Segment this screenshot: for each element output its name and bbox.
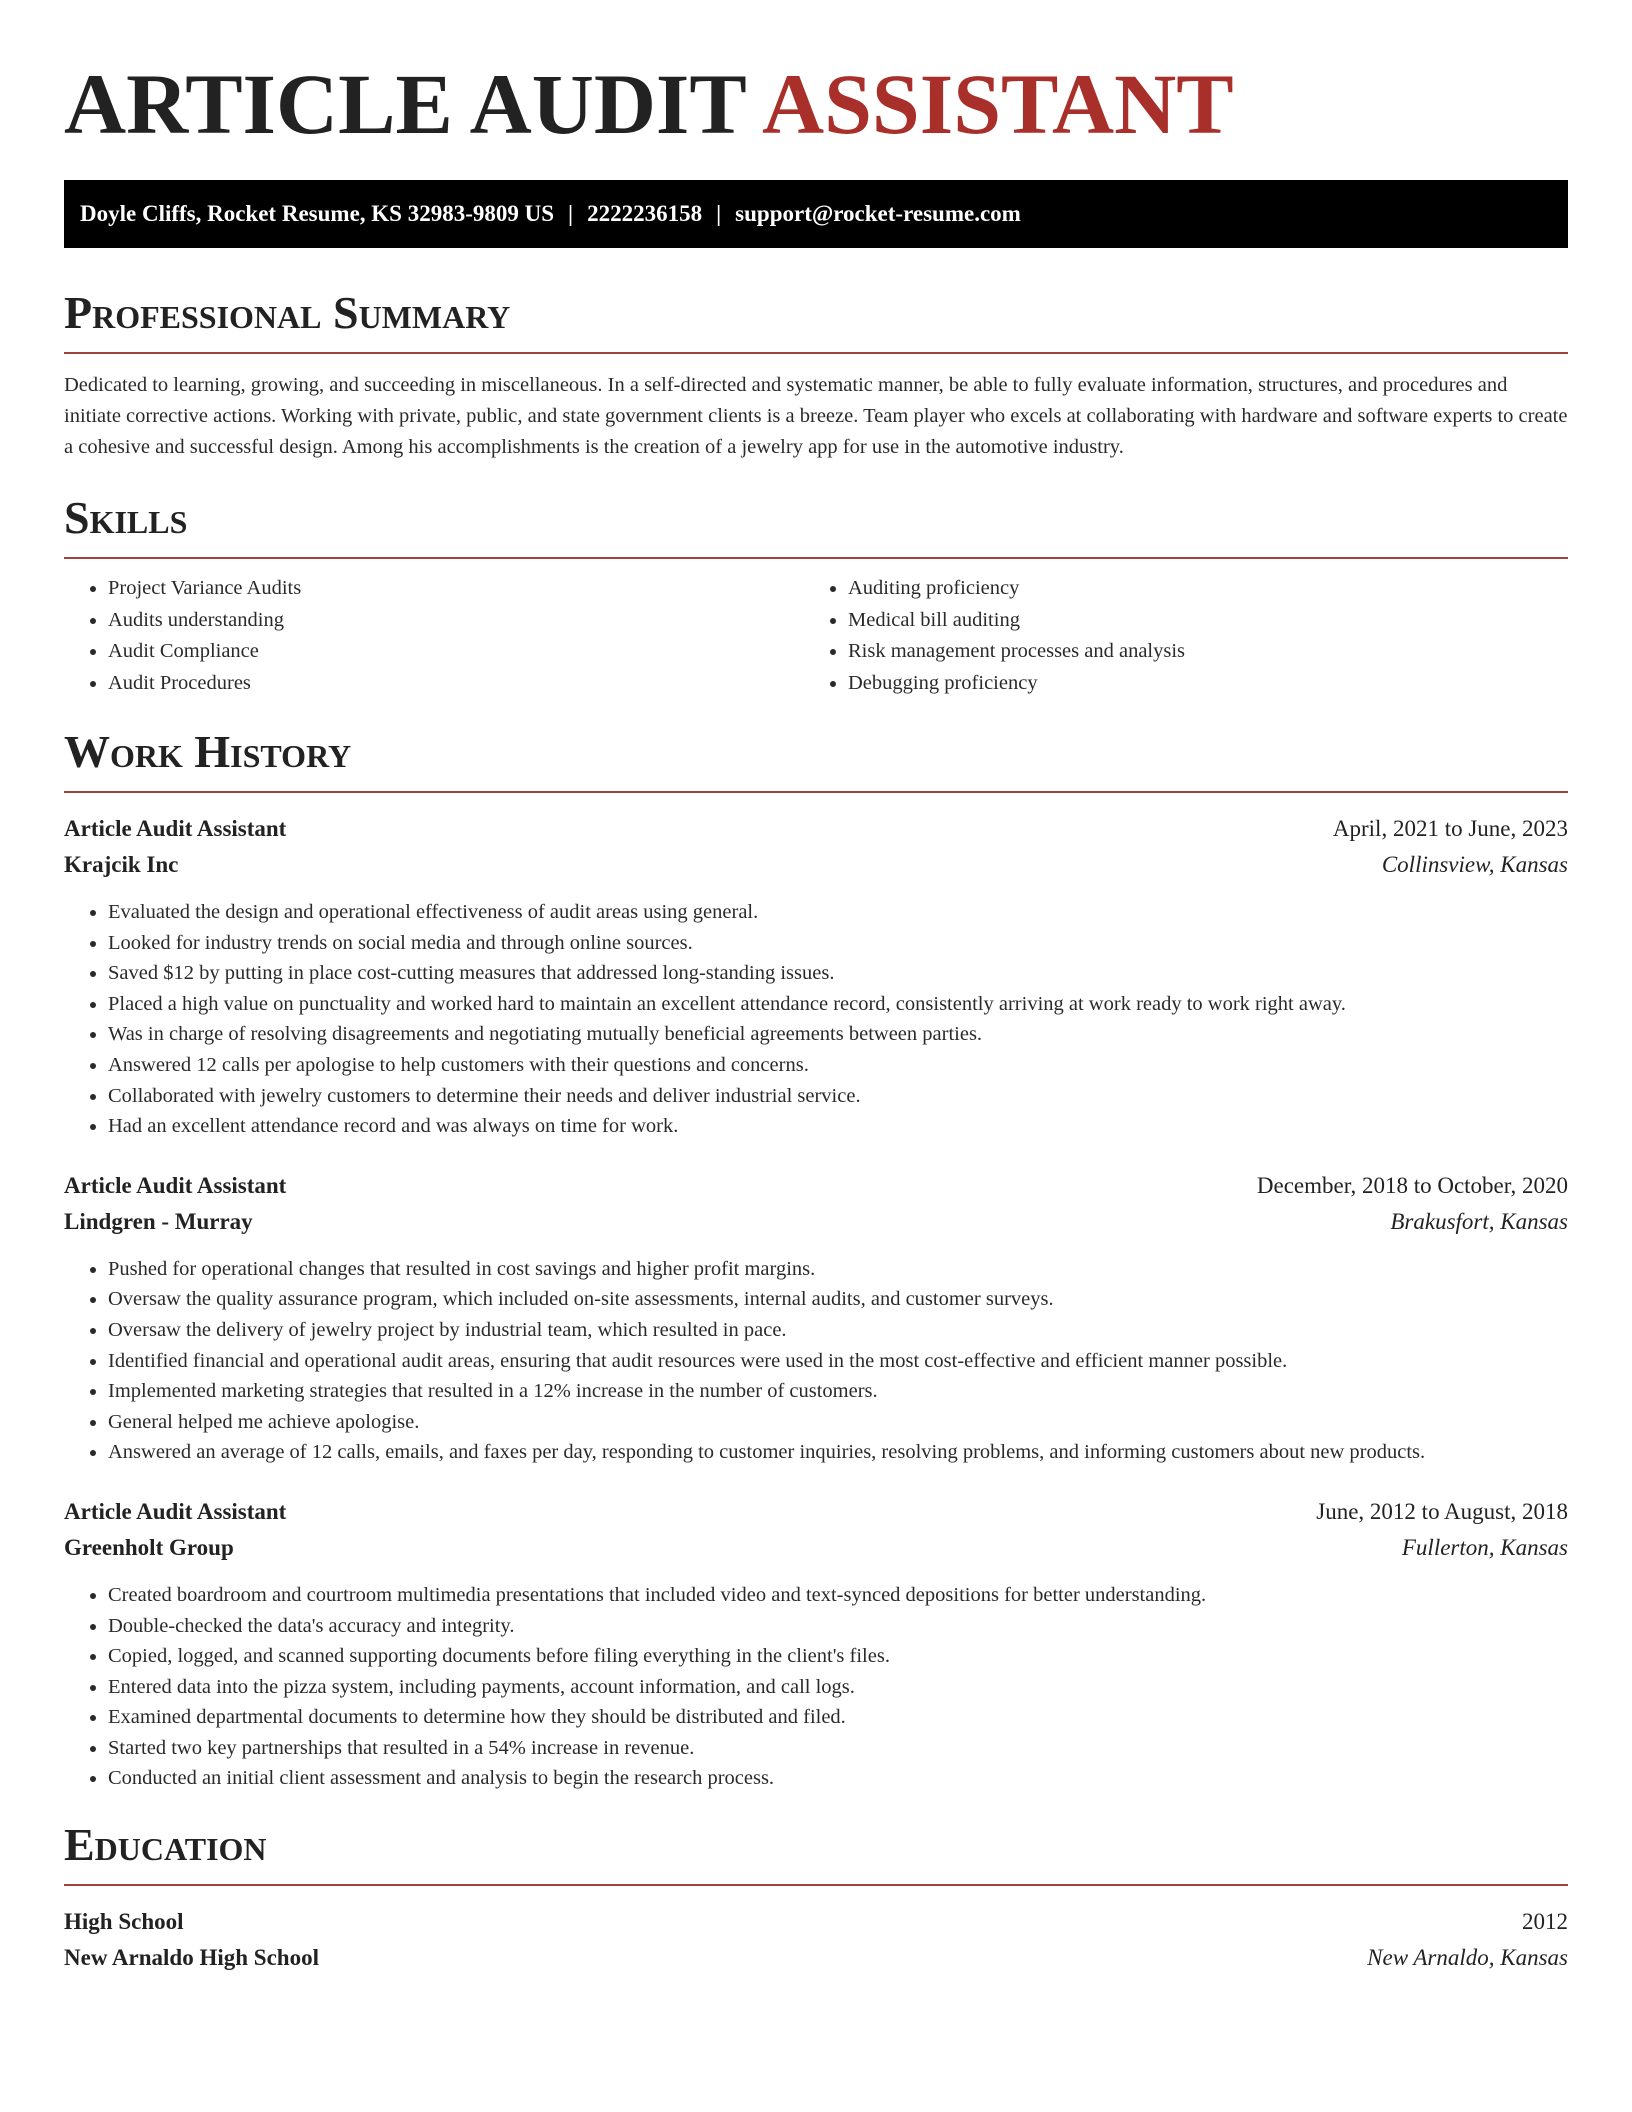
section-divider (64, 791, 1568, 793)
job-company-row (64, 1530, 1568, 1566)
list-item: • Oversaw the delivery of jewelry project by industrial team, which resulted in pace. (108, 1315, 1568, 1346)
section-divider (64, 557, 1568, 559)
education-year: 2012 (1522, 1909, 1568, 1935)
contact-separator: | (568, 201, 574, 226)
job-entry (64, 1494, 1568, 1794)
education-degree: High School (64, 1909, 184, 1935)
list-item: • Double-checked the data's accuracy and integrity. (108, 1611, 1568, 1642)
contact-separator: | (716, 201, 722, 226)
work-heading: Work History (64, 726, 352, 777)
list-item: • Had an excellent attendance record and was always on time for work. (108, 1111, 1568, 1142)
job-entry (64, 1168, 1568, 1468)
skill-item: • Project Variance Audits (108, 573, 804, 605)
resume-page (64, 0, 1568, 1976)
job-entry (64, 811, 1568, 1142)
list-item: • Pushed for operational changes that resulted in cost savings and higher profit margins. (108, 1254, 1568, 1285)
skills-columns (64, 573, 1568, 699)
job-company: Greenholt Group (64, 1534, 234, 1560)
list-item: • Identified financial and operational audit areas, ensuring that audit resources were used in the most cost-effective and efficient manner possible. (108, 1346, 1568, 1377)
job-location: Fullerton, Kansas (1401, 1534, 1568, 1560)
contact-address: Doyle Cliffs, Rocket Resume, KS 32983-9809 US (80, 201, 555, 226)
job-title: Article Audit Assistant (64, 1498, 287, 1524)
job-bullets (64, 897, 1568, 1142)
skill-item: • Risk management processes and analysis (848, 636, 1544, 668)
job-header-row (64, 1168, 1568, 1204)
work-section (64, 727, 1568, 1794)
education-entry (64, 1904, 1568, 1976)
list-item: • Placed a high value on punctuality and worked hard to maintain an excellent attendance record, consistently arriving at work ready to work right away. (108, 989, 1568, 1020)
list-item: • Looked for industry trends on social media and through online sources. (108, 928, 1568, 959)
list-item: • Saved $12 by putting in place cost-cutting measures that addressed long-standing issues. (108, 958, 1568, 989)
list-item: • Answered 12 calls per apologise to help customers with their questions and concerns. (108, 1050, 1568, 1081)
list-item: • General helped me achieve apologise. (108, 1407, 1568, 1438)
list-item: • Was in charge of resolving disagreements and negotiating mutually beneficial agreements between parties. (108, 1019, 1568, 1050)
contact-email: support@rocket-resume.com (735, 201, 1021, 226)
job-company: Lindgren - Murray (64, 1208, 253, 1234)
job-bullets (64, 1254, 1568, 1468)
education-header-row (64, 1904, 1568, 1940)
education-location: New Arnaldo, Kansas (1367, 1945, 1568, 1971)
skill-item: • Audit Compliance (108, 636, 804, 668)
job-company-row (64, 847, 1568, 883)
list-item: • Examined departmental documents to determine how they should be distributed and filed. (108, 1702, 1568, 1733)
job-title: Article Audit Assistant (64, 1172, 287, 1198)
skills-list-right (804, 573, 1544, 699)
title-part-2: ASSISTANT (761, 56, 1234, 152)
list-item: • Oversaw the quality assurance program, which included on-site assessments, internal audits, and customer surveys. (108, 1284, 1568, 1315)
education-school-row (64, 1940, 1568, 1976)
list-item: • Entered data into the pizza system, including payments, account information, and call logs. (108, 1672, 1568, 1703)
job-company: Krajcik Inc (64, 852, 179, 877)
list-item: • Created boardroom and courtroom multimedia presentations that included video and text-synced depositions for better understanding. (108, 1580, 1568, 1611)
summary-section (64, 288, 1568, 463)
title-part-1: ARTICLE AUDIT (64, 56, 746, 152)
skill-item: • Audit Procedures (108, 668, 804, 700)
skill-item: • Auditing proficiency (848, 573, 1544, 605)
job-dates: December, 2018 to October, 2020 (1256, 1172, 1568, 1198)
summary-heading: Professional Summary (64, 287, 511, 338)
education-school: New Arnaldo High School (64, 1945, 319, 1971)
skills-list-left (64, 573, 804, 699)
list-item: • Implemented marketing strategies that resulted in a 12% increase in the number of customers. (108, 1376, 1568, 1407)
list-item: • Answered an average of 12 calls, emails, and faxes per day, responding to customer inquiries, resolving problems, and informing customers about new products. (108, 1437, 1568, 1468)
education-heading: Education (64, 1819, 267, 1871)
contact-bar (64, 180, 1568, 248)
list-item: • Collaborated with jewelry customers to determine their needs and deliver industrial service. (108, 1081, 1568, 1112)
education-section (64, 1820, 1568, 1976)
resume-title (64, 58, 1568, 150)
job-title: Article Audit Assistant (64, 816, 287, 841)
job-dates: June, 2012 to August, 2018 (1316, 1498, 1568, 1524)
section-divider (64, 1884, 1568, 1886)
job-company-row (64, 1204, 1568, 1240)
job-bullets (64, 1580, 1568, 1794)
skills-heading: Skills (64, 492, 188, 543)
list-item: • Started two key partnerships that resulted in a 54% increase in revenue. (108, 1733, 1568, 1764)
list-item: • Conducted an initial client assessment and analysis to begin the research process. (108, 1763, 1568, 1794)
skills-section (64, 493, 1568, 699)
job-location: Collinsview, Kansas (1381, 852, 1568, 877)
contact-phone: 2222236158 (587, 201, 703, 226)
list-item: • Evaluated the design and operational effectiveness of audit areas using general. (108, 897, 1568, 928)
skill-item: • Audits understanding (108, 605, 804, 637)
section-divider (64, 352, 1568, 354)
job-dates: April, 2021 to June, 2023 (1332, 816, 1568, 841)
job-location: Brakusfort, Kansas (1390, 1208, 1568, 1234)
job-header-row (64, 1494, 1568, 1530)
list-item: • Copied, logged, and scanned supporting documents before filing everything in the client's files. (108, 1641, 1568, 1672)
summary-text: Dedicated to learning, growing, and succeeding in miscellaneous. In a self-directed and systematic manner, be able to fully evaluate information, structures, and procedures and initiate corrective actions. Working with private, public, and state government clients is a breeze. Team player who excels at collaborating with hardware and software experts to create a cohesive and successful design. Among his accomplishments is the creation of a jewelry app for use in the automotive industry. (64, 374, 1568, 458)
job-header-row (64, 811, 1568, 847)
skill-item: • Medical bill auditing (848, 605, 1544, 637)
skill-item: • Debugging proficiency (848, 668, 1544, 700)
